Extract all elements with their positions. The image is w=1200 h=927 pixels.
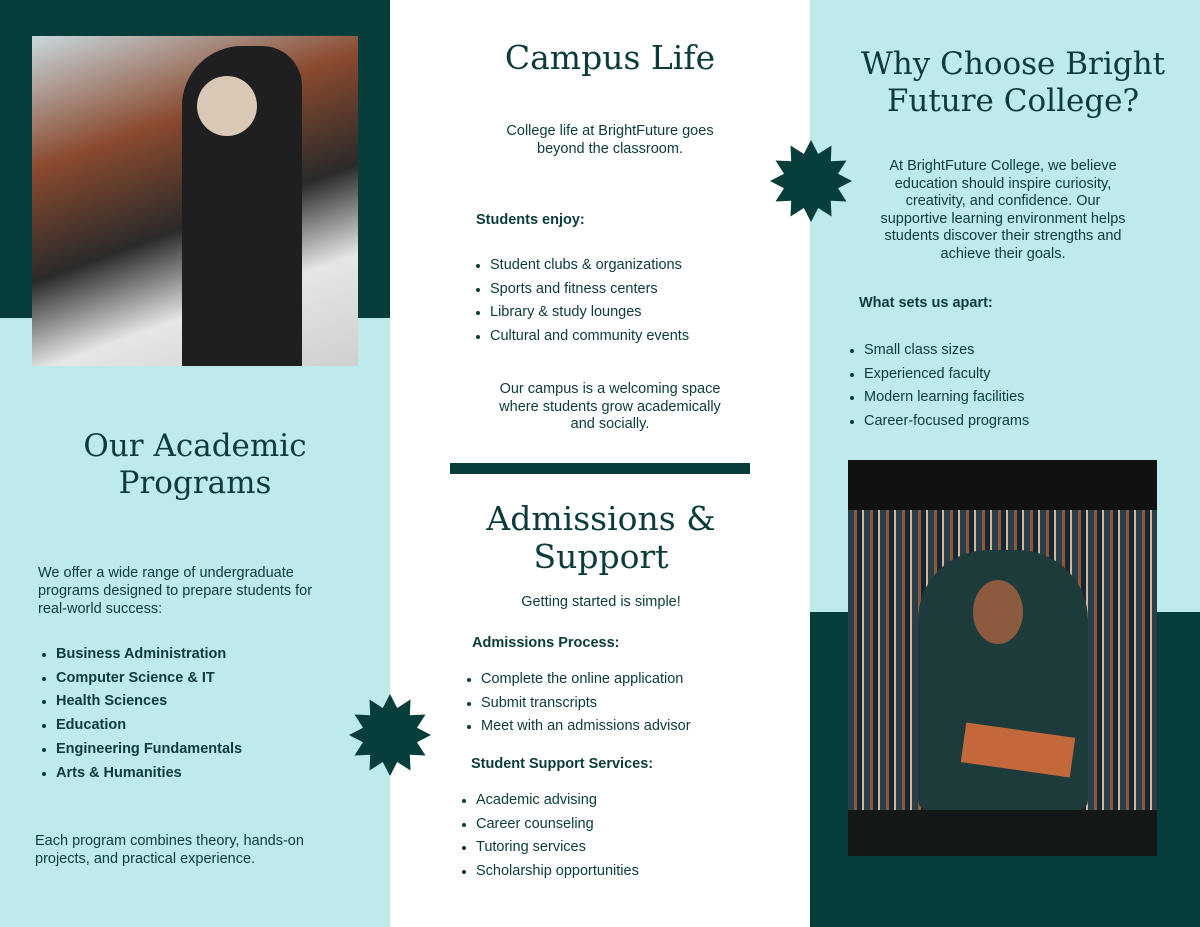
- campus-item: Sports and fitness centers: [474, 278, 689, 302]
- process-item: Meet with an admissions advisor: [465, 715, 691, 739]
- section-divider: [450, 463, 750, 474]
- support-item: Career counseling: [460, 813, 639, 837]
- campus-item: Library & study lounges: [474, 301, 689, 325]
- support-services-label: Student Support Services:: [471, 756, 654, 772]
- campus-item: Student clubs & organizations: [474, 254, 689, 278]
- program-item: Education: [40, 714, 242, 738]
- sets-apart-list: [848, 339, 1029, 434]
- campus-closing: Our campus is a welcoming space where students grow academically and socially.: [499, 381, 721, 432]
- support-item: Academic advising: [460, 789, 639, 813]
- process-item: Submit transcripts: [465, 692, 691, 716]
- support-list: [460, 789, 639, 884]
- starburst-right: [769, 139, 853, 223]
- admissions-process-label: Admissions Process:: [472, 635, 620, 651]
- student-drawing-photo: [32, 36, 358, 366]
- photo-shadow: [848, 460, 1157, 510]
- headphones: [197, 76, 257, 136]
- sets-apart-label: What sets us apart:: [859, 295, 993, 311]
- admissions-intro: Getting started is simple!: [521, 594, 681, 610]
- graduate-face: [973, 580, 1023, 644]
- program-item: Arts & Humanities: [40, 762, 242, 786]
- campus-intro: College life at BrightFuture goes beyond the classroom.: [506, 123, 714, 157]
- feature-item: Experienced faculty: [848, 363, 1029, 387]
- program-item: Health Sciences: [40, 690, 242, 714]
- admissions-title: Admissions & Support: [486, 499, 716, 576]
- academic-programs-title: Our Academic Programs: [83, 428, 307, 502]
- feature-item: Modern learning facilities: [848, 386, 1029, 410]
- support-item: Scholarship opportunities: [460, 860, 639, 884]
- feature-item: Small class sizes: [848, 339, 1029, 363]
- starburst-left: [348, 693, 432, 777]
- admissions-process-list: [465, 668, 691, 739]
- feature-item: Career-focused programs: [848, 410, 1029, 434]
- programs-list: [40, 643, 242, 785]
- campus-item: Cultural and community events: [474, 325, 689, 349]
- photo-floor: [848, 810, 1157, 856]
- graduate-library-photo: [848, 460, 1157, 856]
- why-choose-intro: At BrightFuture College, we believe education should inspire curiosity, creativity, and confidence. Our supportive learning environment helps students discover their strengths and achieve their goals.: [880, 158, 1126, 262]
- programs-closing: Each program combines theory, hands-on projects, and practical experience.: [35, 833, 304, 867]
- programs-intro: We offer a wide range of undergraduate programs designed to prepare students for real-world success:: [38, 565, 313, 617]
- program-item: Computer Science & IT: [40, 667, 242, 691]
- why-choose-title: Why Choose Bright Future College?: [860, 46, 1166, 119]
- process-item: Complete the online application: [465, 668, 691, 692]
- campus-life-title: Campus Life: [504, 38, 716, 77]
- campus-list: [474, 254, 689, 349]
- program-item: Business Administration: [40, 643, 242, 667]
- support-item: Tutoring services: [460, 836, 639, 860]
- students-enjoy-label: Students enjoy:: [476, 212, 585, 228]
- program-item: Engineering Fundamentals: [40, 738, 242, 762]
